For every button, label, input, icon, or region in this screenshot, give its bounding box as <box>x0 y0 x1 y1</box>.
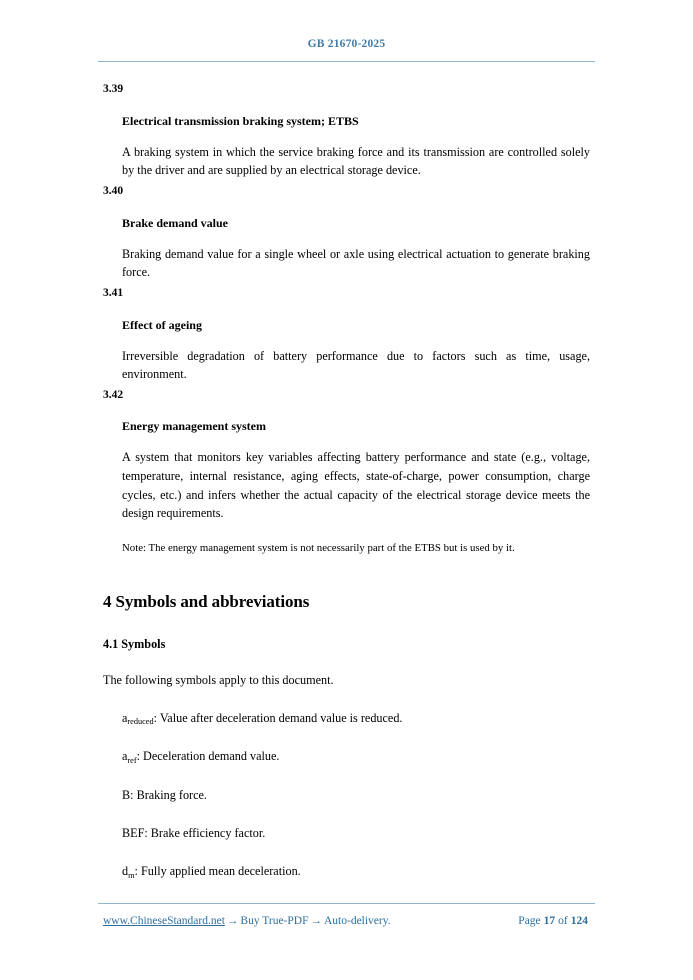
section-intro-text: The following symbols apply to this document. <box>103 672 334 687</box>
clause-number: 3.39 <box>103 83 124 95</box>
symbol-subscript: reduced <box>127 717 154 727</box>
clause-3-41 <box>103 282 590 384</box>
subsection-heading: 4.1 Symbols <box>103 637 166 652</box>
clause-number: 3.40 <box>103 184 124 197</box>
clause-definition: Irreversible degradation of battery performance due to factors such as time, usage, environment. <box>122 348 590 382</box>
page-footer <box>103 915 590 927</box>
symbol-base: a <box>122 711 128 726</box>
symbol-description: : Braking force. <box>130 787 207 802</box>
symbol-base: a <box>122 749 128 764</box>
symbol-description: : Fully applied mean deceleration. <box>134 864 301 879</box>
symbol-base: B <box>122 787 131 802</box>
clause-3-39 <box>103 78 590 180</box>
page-number-indicator <box>517 915 590 927</box>
symbol-subscript: ref <box>127 755 137 765</box>
of-label: of <box>558 915 568 927</box>
symbol-base: BEF <box>122 826 145 841</box>
header-divider <box>98 61 595 62</box>
symbol-entry <box>122 824 590 842</box>
footer-promo <box>103 915 391 927</box>
symbol-description: : Brake efficiency factor. <box>144 826 266 841</box>
page-content <box>103 78 590 881</box>
clause-definition: Braking demand value for a single wheel or axle using electrical actuation to generate braking force. <box>122 246 590 280</box>
clause-term: Electrical transmission braking system; ETBS <box>122 113 359 128</box>
footer-promo-text-1: Buy True-PDF <box>240 915 309 927</box>
website-link[interactable]: www.ChineseStandard.net <box>103 915 225 927</box>
symbol-token <box>122 826 144 840</box>
symbol-base: d <box>122 864 129 879</box>
current-page-number: 17 <box>543 915 556 927</box>
clause-term: Effect of ageing <box>122 317 202 332</box>
footer-promo-text-2: Auto-delivery. <box>323 915 391 927</box>
page-label: Page <box>518 915 541 927</box>
total-page-count: 124 <box>570 915 588 927</box>
symbol-list <box>103 709 590 880</box>
symbol-entry <box>122 786 590 804</box>
clause-3-42 <box>103 384 590 556</box>
symbol-description: : Value after deceleration demand value is reduced. <box>153 711 403 726</box>
clause-body <box>122 318 590 384</box>
footer-divider <box>98 903 595 904</box>
section-heading: 4 Symbols and abbreviations <box>103 591 310 611</box>
symbol-token <box>122 711 154 725</box>
clause-definition: A system that monitors key variables affecting battery performance and state (e.g., voltage, temperature, internal resistance, aging effects, state-of-charge, power consumption, charge cycles, etc.) and infers whether the actual capacity of the electrical storage device meets the design requirements. <box>122 450 590 521</box>
symbol-entry <box>122 709 590 727</box>
clause-note: Note: The energy management system is not necessarily part of the ETBS but is used by it. <box>122 541 515 554</box>
symbol-description: : Deceleration demand value. <box>136 749 280 764</box>
arrow-right-icon: → <box>226 915 239 927</box>
symbol-token <box>122 788 130 802</box>
clause-body <box>122 419 590 555</box>
clause-term: Energy management system <box>122 419 266 434</box>
clause-number: 3.42 <box>103 388 124 401</box>
page-header-standard-title: GB 21670-2025 <box>307 38 386 50</box>
clause-3-40 <box>103 180 590 282</box>
clause-body <box>122 114 590 180</box>
symbol-entry <box>122 747 590 765</box>
clause-definition: A braking system in which the service braking force and its transmission are controlled solely by the driver and are supplied by an electrical storage device. <box>122 144 590 178</box>
symbol-token <box>122 864 135 878</box>
section-4 <box>103 592 590 881</box>
symbol-entry <box>122 862 590 880</box>
symbol-subscript: m <box>128 870 135 880</box>
symbol-token <box>122 749 137 763</box>
clause-term: Brake demand value <box>122 215 229 230</box>
arrow-right-icon: → <box>310 915 322 927</box>
clause-number: 3.41 <box>103 286 124 299</box>
clause-body <box>122 216 590 282</box>
